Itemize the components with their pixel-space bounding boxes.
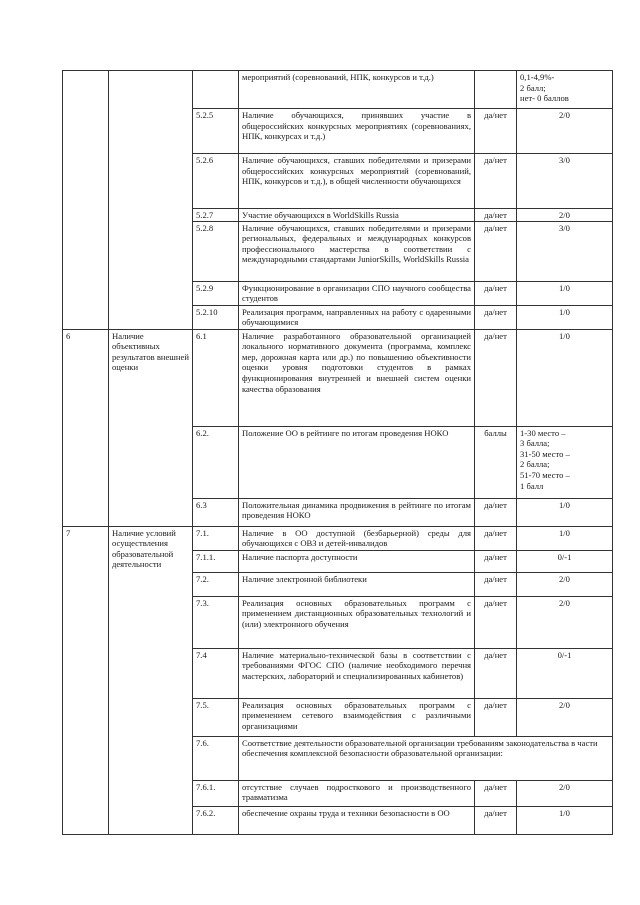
score-value: 1/0 xyxy=(517,305,613,329)
indicator-number: 5.2.8 xyxy=(193,221,239,281)
indicator-number: 7.6. xyxy=(193,736,239,780)
indicator-description: Наличие в ОО доступной (безбарьерной) среды для обучающихся с ОВЗ и детей-инвалидов xyxy=(239,526,475,550)
score-value: 2/0 xyxy=(517,572,613,596)
measure-unit: да/нет xyxy=(475,806,517,834)
indicator-number: 7.6.1. xyxy=(193,780,239,806)
score-value: 0/-1 xyxy=(517,550,613,572)
indicator-number: 7.2. xyxy=(193,572,239,596)
score-value: 2/0 xyxy=(517,698,613,736)
indicator-description: Наличие обучающихся, ставших победителями и призерами региональных, федеральных и международных конкурсов профессионального мастерства в соответствии с международными стандартами JuniorSkills, WorldSkills Russia xyxy=(239,221,475,281)
indicator-number: 5.2.6 xyxy=(193,154,239,209)
measure-unit: да/нет xyxy=(475,109,517,154)
indicator-description: Реализация программ, направленных на работу с одаренными обучающимися xyxy=(239,305,475,329)
table-row xyxy=(63,526,613,550)
measure-unit: да/нет xyxy=(475,305,517,329)
score-value: 3/0 xyxy=(517,221,613,281)
measure-unit: да/нет xyxy=(475,329,517,426)
score-value: 2/0 xyxy=(517,596,613,648)
indicator-description: Положение ОО в рейтинге по итогам проведения НОКО xyxy=(239,426,475,498)
measure-unit: да/нет xyxy=(475,550,517,572)
score-value: 0,1-4,9%- 2 балл; нет- 0 баллов xyxy=(517,71,613,109)
table-row xyxy=(63,71,613,109)
indicator-description: Наличие обучающихся, принявших участие в общероссийских конкурсных мероприятиях (соревнованиях, НПК, конкурсах и т.д.) xyxy=(239,109,475,154)
indicator-number: 6.1 xyxy=(193,329,239,426)
section-number xyxy=(63,71,109,330)
section-title: Наличие объективных результатов внешней оценки xyxy=(109,329,193,526)
indicator-description: Положительная динамика продвижения в рейтинге по итогам проведения НОКО xyxy=(239,498,475,526)
indicator-description: Наличие паспорта доступности xyxy=(239,550,475,572)
indicator-number: 7.1. xyxy=(193,526,239,550)
measure-unit: да/нет xyxy=(475,780,517,806)
indicator-number: 7.6.2. xyxy=(193,806,239,834)
measure-unit xyxy=(475,71,517,109)
measure-unit: да/нет xyxy=(475,596,517,648)
score-value: 2/0 xyxy=(517,209,613,222)
score-value: 2/0 xyxy=(517,780,613,806)
indicator-number: 5.2.10 xyxy=(193,305,239,329)
indicator-description: Наличие обучающихся, ставших победителями и призерами общероссийских конкурсных мероприятий (соревнований, НПК, конкурсов и т.д.), в общей численности обучающихся xyxy=(239,154,475,209)
measure-unit: да/нет xyxy=(475,648,517,698)
indicator-description: Участие обучающихся в WorldSkills Russia xyxy=(239,209,475,222)
indicator-number: 5.2.7 xyxy=(193,209,239,222)
score-value: 3/0 xyxy=(517,154,613,209)
score-value: 1-30 место – 3 балла; 31-50 место – 2 балла; 51-70 место – 1 балл xyxy=(517,426,613,498)
criteria-table xyxy=(62,70,613,835)
score-value: 1/0 xyxy=(517,806,613,834)
indicator-number: 7.1.1. xyxy=(193,550,239,572)
score-value: 1/0 xyxy=(517,526,613,550)
section-number: 7 xyxy=(63,526,109,834)
indicator-description: Наличие материально-технической базы в соответствии с требованиями ФГОС СПО (наличие необходимого перечня мастерских, лабораторий и специализированных кабинетов) xyxy=(239,648,475,698)
score-value: 1/0 xyxy=(517,498,613,526)
measure-unit: да/нет xyxy=(475,572,517,596)
indicator-description: обеспечение охраны труда и техники безопасности в ОО xyxy=(239,806,475,834)
measure-unit: да/нет xyxy=(475,209,517,222)
section-number: 6 xyxy=(63,329,109,526)
indicator-description: Наличие электронной библиотеки xyxy=(239,572,475,596)
measure-unit: да/нет xyxy=(475,698,517,736)
section-title xyxy=(109,71,193,330)
indicator-description: Реализация основных образовательных программ с применением сетевого взаимодействия с различными организациями xyxy=(239,698,475,736)
indicator-description: Функционирование в организации СПО научного сообщества студентов xyxy=(239,281,475,305)
measure-unit: да/нет xyxy=(475,221,517,281)
score-value: 0/-1 xyxy=(517,648,613,698)
score-value: 1/0 xyxy=(517,281,613,305)
indicator-number: 5.2.9 xyxy=(193,281,239,305)
measure-unit: баллы xyxy=(475,426,517,498)
measure-unit: да/нет xyxy=(475,281,517,305)
section-title: Наличие условий осуществления образовательной деятельности xyxy=(109,526,193,834)
measure-unit: да/нет xyxy=(475,498,517,526)
indicator-number: 7.5. xyxy=(193,698,239,736)
indicator-description: Реализация основных образовательных программ с применением дистанционных образовательных технологий и (или) электронного обучения xyxy=(239,596,475,648)
indicator-number xyxy=(193,71,239,109)
measure-unit: да/нет xyxy=(475,526,517,550)
indicator-number: 5.2.5 xyxy=(193,109,239,154)
indicator-number: 7.4 xyxy=(193,648,239,698)
score-value: 1/0 xyxy=(517,329,613,426)
indicator-number: 6.2. xyxy=(193,426,239,498)
indicator-description: отсутствие случаев подросткового и производственного травматизма xyxy=(239,780,475,806)
score-value: 2/0 xyxy=(517,109,613,154)
table-row xyxy=(63,329,613,426)
measure-unit: да/нет xyxy=(475,154,517,209)
indicator-number: 6.3 xyxy=(193,498,239,526)
indicator-description: мероприятий (соревнований, НПК, конкурсов и т.д.) xyxy=(239,71,475,109)
indicator-description: Наличие разработанного образовательной организацией локального нормативного документа (программа, комплекс мер, дорожная карта или др.) по повышению объективности оценки уровня подготовки студентов в рамках функционирования внутренней и внешней систем оценки качества образования xyxy=(239,329,475,426)
indicator-number: 7.3. xyxy=(193,596,239,648)
indicator-description: Соответствие деятельности образовательной организации требованиям законодательства в части обеспечения комплексной безопасности образовательной организации: xyxy=(239,736,613,780)
